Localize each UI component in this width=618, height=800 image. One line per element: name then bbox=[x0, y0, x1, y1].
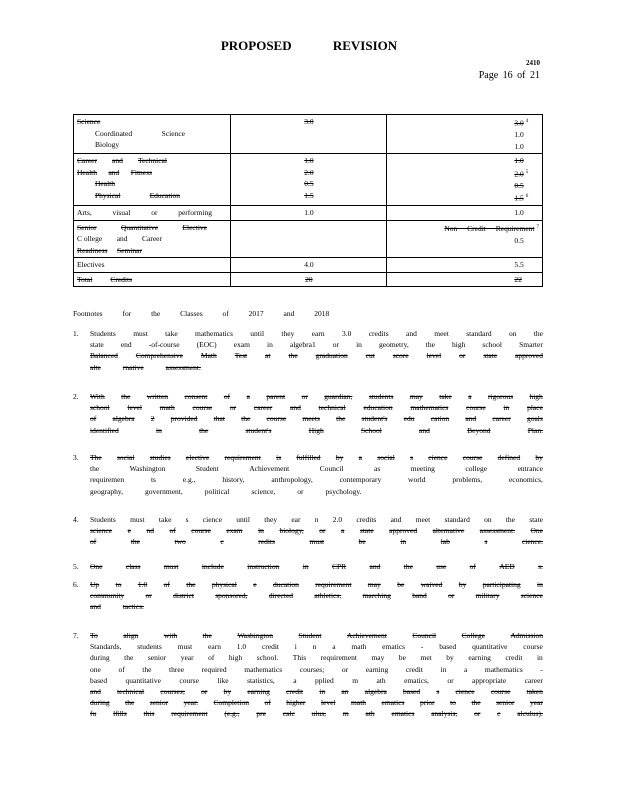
document-code: 2410 bbox=[526, 59, 540, 67]
table-row bbox=[74, 258, 543, 273]
footnote-line: science e nd of course exam in biology, or a state approved alternative assessment. One bbox=[90, 526, 543, 536]
footnote-number: 5. bbox=[73, 562, 79, 571]
footnote-line: Standards, students must earn 1.0 credit i n a math ematics - based quantitative course bbox=[90, 642, 543, 652]
cell-text: Biology bbox=[95, 140, 120, 149]
footnote-line: based quantitative course like statistics, a pplied m ath ematics, or appropriate career bbox=[90, 675, 543, 685]
cell-value: 3.0 bbox=[304, 117, 314, 126]
footnote-ref: 7 bbox=[536, 224, 539, 230]
footnote-item bbox=[73, 514, 543, 548]
footnote-line: Students must take s cience until they ear n 2.0 credits and meet standard on the state bbox=[90, 515, 543, 524]
footnote-number: 3. bbox=[73, 453, 79, 462]
footnote-body bbox=[90, 514, 543, 548]
cell-value: 1.0 bbox=[514, 208, 524, 217]
footnote-number: 6. bbox=[73, 580, 79, 589]
cell-text: Health bbox=[95, 179, 115, 188]
cell-value: 1.5 bbox=[304, 190, 314, 200]
cell-value: 5.5 bbox=[514, 260, 524, 269]
cell-value: 1.0 bbox=[304, 156, 314, 165]
cell-text: Arts, visual or performing bbox=[77, 208, 212, 217]
footnotes-title-text: Footnotes for the Classes of 2017 and 2018 bbox=[73, 309, 330, 318]
footnote-line: the Washington Student Achievement Council as meeting college entrance bbox=[90, 464, 543, 474]
footnote-body bbox=[90, 561, 543, 572]
cell-value: 1.0 bbox=[514, 130, 524, 139]
footnote-number: 1. bbox=[73, 329, 79, 338]
footnote-line: during the senior year. Completion of higher level math ematics prior to the senior year bbox=[90, 698, 543, 708]
footnote-number: 7. bbox=[73, 631, 79, 640]
cell-text: Senior Quantitative Elective bbox=[77, 222, 207, 232]
page-title: PROPOSED REVISION bbox=[220, 38, 398, 53]
cell-value: 1.5 bbox=[514, 193, 524, 203]
cell-value: 1.0 bbox=[514, 156, 524, 165]
footnote-body bbox=[90, 452, 543, 497]
footnote-line: With the written consent of a parent or guardian, students may take a rigorous high bbox=[90, 392, 543, 401]
footnote-line: geography, government, political science, or psychology. bbox=[90, 486, 362, 496]
footnote-line: The social studies elective requirement is fulfilled by a social s cience course defined by bbox=[90, 453, 543, 462]
footnote-line: requiremen ts e.g., history, anthropology, contemporary world problems, economics, bbox=[90, 475, 543, 485]
cell-value: 3.0 bbox=[514, 118, 524, 128]
cell-text: Total Credits bbox=[77, 274, 132, 284]
footnotes-title bbox=[73, 309, 330, 318]
cell-value: 2.0 bbox=[514, 169, 524, 178]
cell-value: 0.5 bbox=[514, 235, 524, 245]
footnote-line: Students must take mathematics until they earn 3.0 credits and meet standard on the bbox=[90, 329, 543, 338]
table-row bbox=[74, 272, 543, 287]
cell-text: Readiness Seminar bbox=[77, 245, 142, 255]
footnote-line: To align with the Washington Student Achievement Council College Admission bbox=[90, 631, 543, 640]
footnote-line: Balanced Comprehensive Math Test at the graduation cut score level or state approved bbox=[90, 351, 543, 361]
cell-value: 1.0 bbox=[304, 208, 314, 217]
footnote-item bbox=[73, 452, 543, 497]
cell-value: 4.0 bbox=[304, 260, 314, 269]
cell-text: Coordinated Science bbox=[95, 128, 185, 138]
cell-value: 0.5 bbox=[514, 180, 524, 190]
table-row bbox=[74, 115, 543, 154]
cell-value: Non Credit Requirement bbox=[444, 224, 535, 233]
footnote-body bbox=[90, 391, 543, 436]
footnote-line: community or district sponsored, directed athletics, marching band or military science bbox=[90, 591, 543, 601]
credits-table bbox=[73, 114, 543, 287]
cell-value: 1.0 bbox=[514, 141, 524, 151]
footnote-line: alte rnative assessment. bbox=[90, 362, 201, 372]
cell-text: Physical Education bbox=[95, 190, 180, 200]
footnote-item bbox=[73, 579, 543, 613]
footnote-ref: 4 bbox=[525, 119, 529, 124]
cell-value: 0.5 bbox=[304, 179, 314, 188]
footnote-ref: 6 bbox=[525, 194, 529, 199]
table-row bbox=[74, 220, 543, 258]
footnote-line: Up to 1.0 of the physical e ducation requirement may be waived by participating in bbox=[90, 580, 543, 589]
footnote-item bbox=[73, 328, 543, 373]
footnote-body bbox=[90, 579, 543, 613]
cell-value: 2.0 bbox=[304, 167, 314, 177]
cell-text: Career and Technical bbox=[77, 156, 167, 165]
cell-value: 22 bbox=[514, 274, 522, 284]
cell-text: Health and Fitness bbox=[77, 167, 152, 177]
footnote-number: 4. bbox=[73, 515, 79, 524]
footnote-body bbox=[90, 630, 543, 720]
footnote-line: of algebra 2 provided that the course meets the student's edu cation and career goals bbox=[90, 414, 543, 424]
cell-value: 20 bbox=[305, 274, 313, 284]
footnote-item bbox=[73, 391, 543, 436]
footnote-item bbox=[73, 630, 543, 720]
footnote-line: during the senior year of high school. This requirement may be met by earning credit in bbox=[90, 653, 543, 663]
cell-text: Science bbox=[77, 117, 101, 126]
footnote-item bbox=[73, 561, 543, 572]
table-row bbox=[74, 154, 543, 206]
footnote-line: school level math course or career and technical education mathematics course in place bbox=[90, 403, 543, 413]
table-row bbox=[74, 206, 543, 221]
footnote-line: one of the three required mathematics courses; or earning credit in a mathematics - bbox=[90, 664, 543, 674]
footnote-ref: 5 bbox=[525, 169, 529, 175]
cell-text: C ollege and Career bbox=[77, 234, 162, 243]
cell-text: Electives bbox=[77, 260, 105, 269]
footnote-line: and technical courses; or by earning credit in an algebra based s cience course taken bbox=[90, 687, 543, 697]
footnote-number: 2. bbox=[73, 392, 79, 401]
footnote-line: One class must include instruction in CPR and the use of AED s. bbox=[90, 562, 543, 571]
footnote-body bbox=[90, 328, 543, 373]
footnote-line: of the two c redits must be in lab s cience. bbox=[90, 537, 543, 547]
footnote-line: fu lfills this requirement (e.g., pre calc ulus, m ath ematics analysis, or c alculus). bbox=[90, 709, 543, 719]
page-number: Page 16 of 21 bbox=[478, 70, 540, 81]
footnote-line: state end -of-course (EOC) exam in algebra1 or in geometry, the high school Smarter bbox=[90, 340, 543, 350]
footnote-line: identified in the student's High School and Beyond Plan. bbox=[90, 425, 543, 435]
footnote-line: and tactics. bbox=[90, 602, 144, 612]
